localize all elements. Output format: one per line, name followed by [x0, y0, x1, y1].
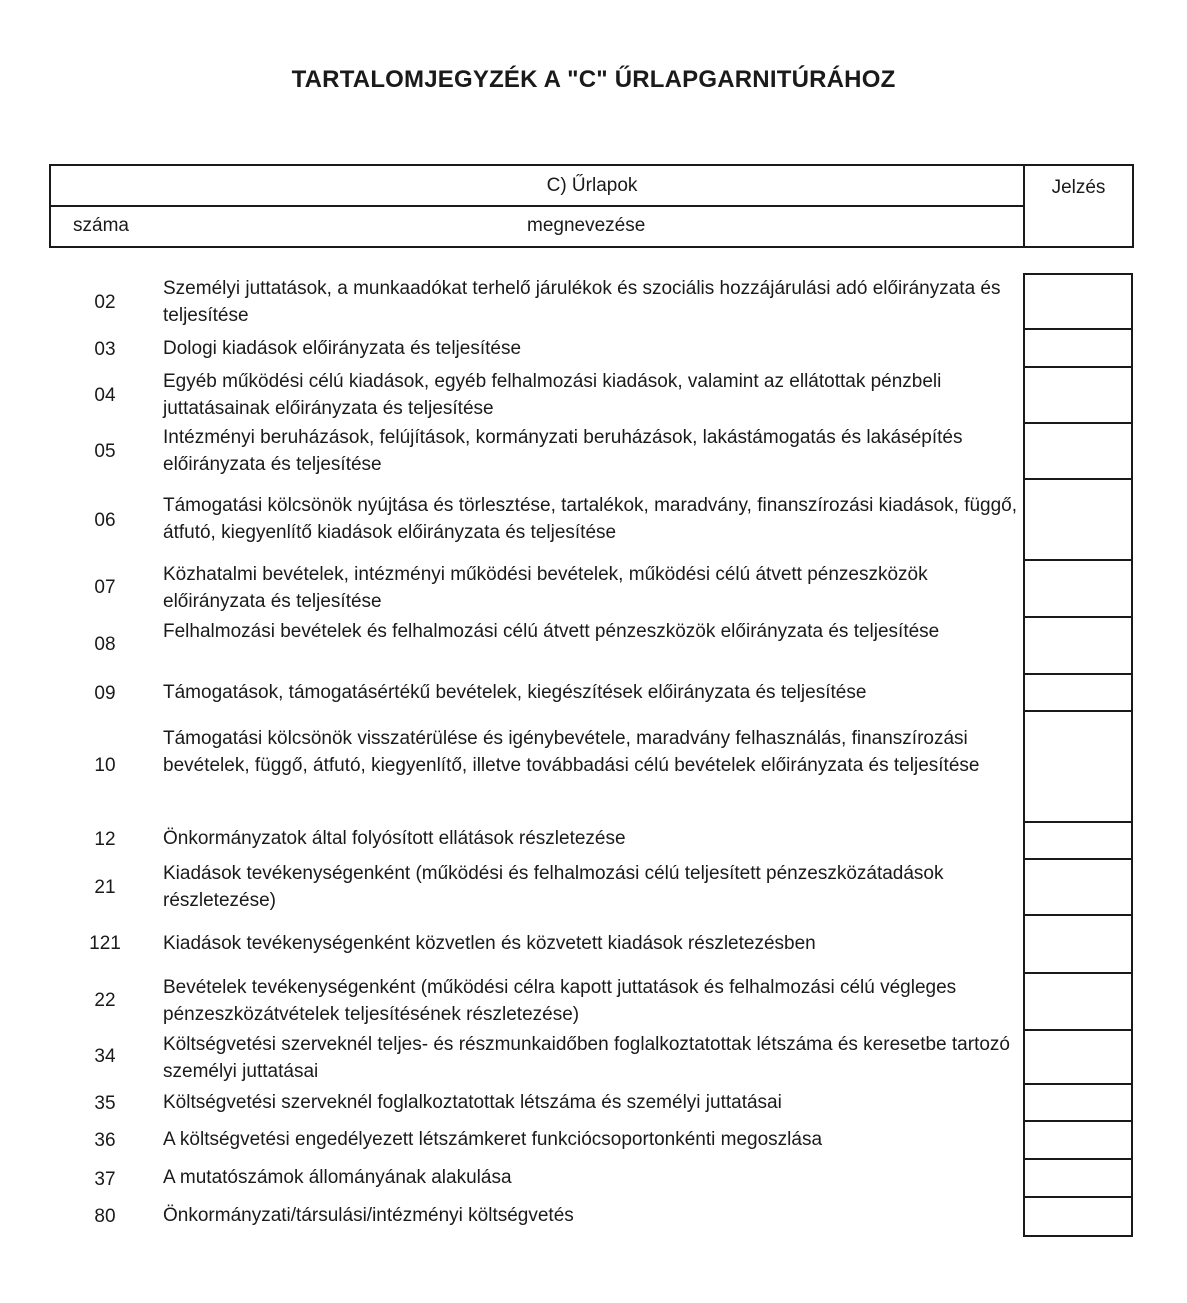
- form-number: 08: [94, 634, 116, 655]
- mark-checkbox[interactable]: [1023, 1160, 1133, 1198]
- form-number: 04: [94, 385, 116, 406]
- form-number: 121: [89, 933, 121, 954]
- form-number: 80: [94, 1206, 116, 1227]
- header-subrow: [51, 207, 1025, 246]
- mark-checkbox[interactable]: [1023, 712, 1133, 823]
- header-mark-label: Jelzés: [1051, 177, 1106, 198]
- form-name: Intézményi beruházások, felújítások, kormányzati beruházások, lakástámogatás és lakásépítés előirányzata és teljesítése: [163, 427, 963, 475]
- form-number: 36: [94, 1130, 116, 1151]
- mark-checkbox[interactable]: [1023, 424, 1133, 480]
- form-name: Támogatási kölcsönök nyújtása és törlesztése, tartalékok, maradvány, finanszírozási kiadások, függő, átfutó, kiegyenlítő kiadások előirányzata és teljesítése: [163, 495, 1018, 543]
- page-title: TARTALOMJEGYZÉK A "C" ŰRLAPGARNITÚRÁHOZ: [291, 66, 896, 93]
- form-number: 02: [94, 292, 116, 313]
- mark-checkbox[interactable]: [1023, 860, 1133, 916]
- form-number: 34: [94, 1046, 116, 1067]
- mark-checkbox[interactable]: [1023, 1031, 1133, 1085]
- form-number: 03: [94, 339, 116, 360]
- form-name: Önkormányzatok által folyósított ellátások részletezése: [163, 828, 626, 849]
- form-number: 10: [94, 755, 116, 776]
- header-number-label: száma: [73, 215, 129, 236]
- form-name: Felhalmozási bevételek és felhalmozási célú átvett pénzeszközök előirányzata és teljesítése: [163, 621, 940, 642]
- mark-checkbox[interactable]: [1023, 330, 1133, 368]
- form-name: Önkormányzati/társulási/intézményi költségvetés: [163, 1205, 574, 1226]
- form-name: Költségvetési szerveknél teljes- és részmunkaidőben foglalkoztatottak létszáma és keresetbe tartozó személyi juttatásai: [163, 1034, 1010, 1082]
- mark-checkbox[interactable]: [1023, 1085, 1133, 1122]
- mark-checkbox[interactable]: [1023, 368, 1133, 424]
- mark-checkbox[interactable]: [1023, 974, 1133, 1031]
- mark-checkbox[interactable]: [1023, 273, 1133, 330]
- form-name: Személyi juttatások, a munkaadókat terhelő járulékok és szociális hozzájárulási adó előirányzata és teljesítése: [163, 278, 1001, 326]
- form-name: Támogatási kölcsönök visszatérülése és igénybevétele, maradvány felhasználás, finanszírozási bevételek, függő, átfutó, kiegyenlítő, illetve továbbadási célú bevételek előirányzata és teljesítése: [163, 728, 980, 776]
- form-number: 07: [94, 577, 116, 598]
- header-forms-label: C) Űrlapok: [51, 166, 1025, 207]
- form-number: 21: [94, 877, 116, 898]
- form-number: 37: [94, 1169, 116, 1190]
- header-table: [49, 164, 1134, 248]
- mark-checkbox[interactable]: [1023, 561, 1133, 618]
- form-name: Költségvetési szerveknél foglalkoztatottak létszáma és személyi juttatásai: [163, 1092, 782, 1113]
- form-name: Támogatások, támogatásértékű bevételek, kiegészítések előirányzata és teljesítése: [163, 682, 867, 703]
- mark-checkbox[interactable]: [1023, 1122, 1133, 1160]
- form-name: Közhatalmi bevételek, intézményi működési bevételek, működési célú átvett pénzeszközök előirányzata és teljesítése: [163, 564, 928, 612]
- mark-checkbox[interactable]: [1023, 618, 1133, 675]
- mark-checkbox[interactable]: [1023, 480, 1133, 561]
- form-name: Bevételek tevékenységenként (működési célra kapott juttatások és felhalmozási célú végleges pénzeszközátvételek teljesítésének részletezése): [163, 977, 957, 1025]
- header-name-label: megnevezése: [527, 215, 646, 236]
- form-name: A költségvetési engedélyezett létszámkeret funkciócsoportonkénti megoszlása: [163, 1129, 823, 1150]
- form-number: 12: [94, 829, 116, 850]
- form-number: 09: [94, 683, 116, 704]
- mark-checkbox[interactable]: [1023, 823, 1133, 860]
- form-name: Kiadások tevékenységenként (működési és felhalmozási célú teljesített pénzeszközátadások részletezése): [163, 863, 944, 911]
- mark-checkbox[interactable]: [1023, 675, 1133, 712]
- mark-checkbox[interactable]: [1023, 916, 1133, 974]
- form-name: A mutatószámok állományának alakulása: [163, 1167, 512, 1188]
- form-number: 06: [94, 510, 116, 531]
- form-number: 22: [94, 990, 116, 1011]
- form-name: Kiadások tevékenységenként közvetlen és közvetett kiadások részletezésben: [163, 933, 816, 954]
- form-number: 05: [94, 441, 116, 462]
- form-number: 35: [94, 1093, 116, 1114]
- form-name: Dologi kiadások előirányzata és teljesítése: [163, 338, 522, 359]
- form-name: Egyéb működési célú kiadások, egyéb felhalmozási kiadások, valamint az ellátottak pénzbeli juttatásainak előirányzata és teljesítése: [163, 371, 942, 419]
- mark-checkbox[interactable]: [1023, 1198, 1133, 1237]
